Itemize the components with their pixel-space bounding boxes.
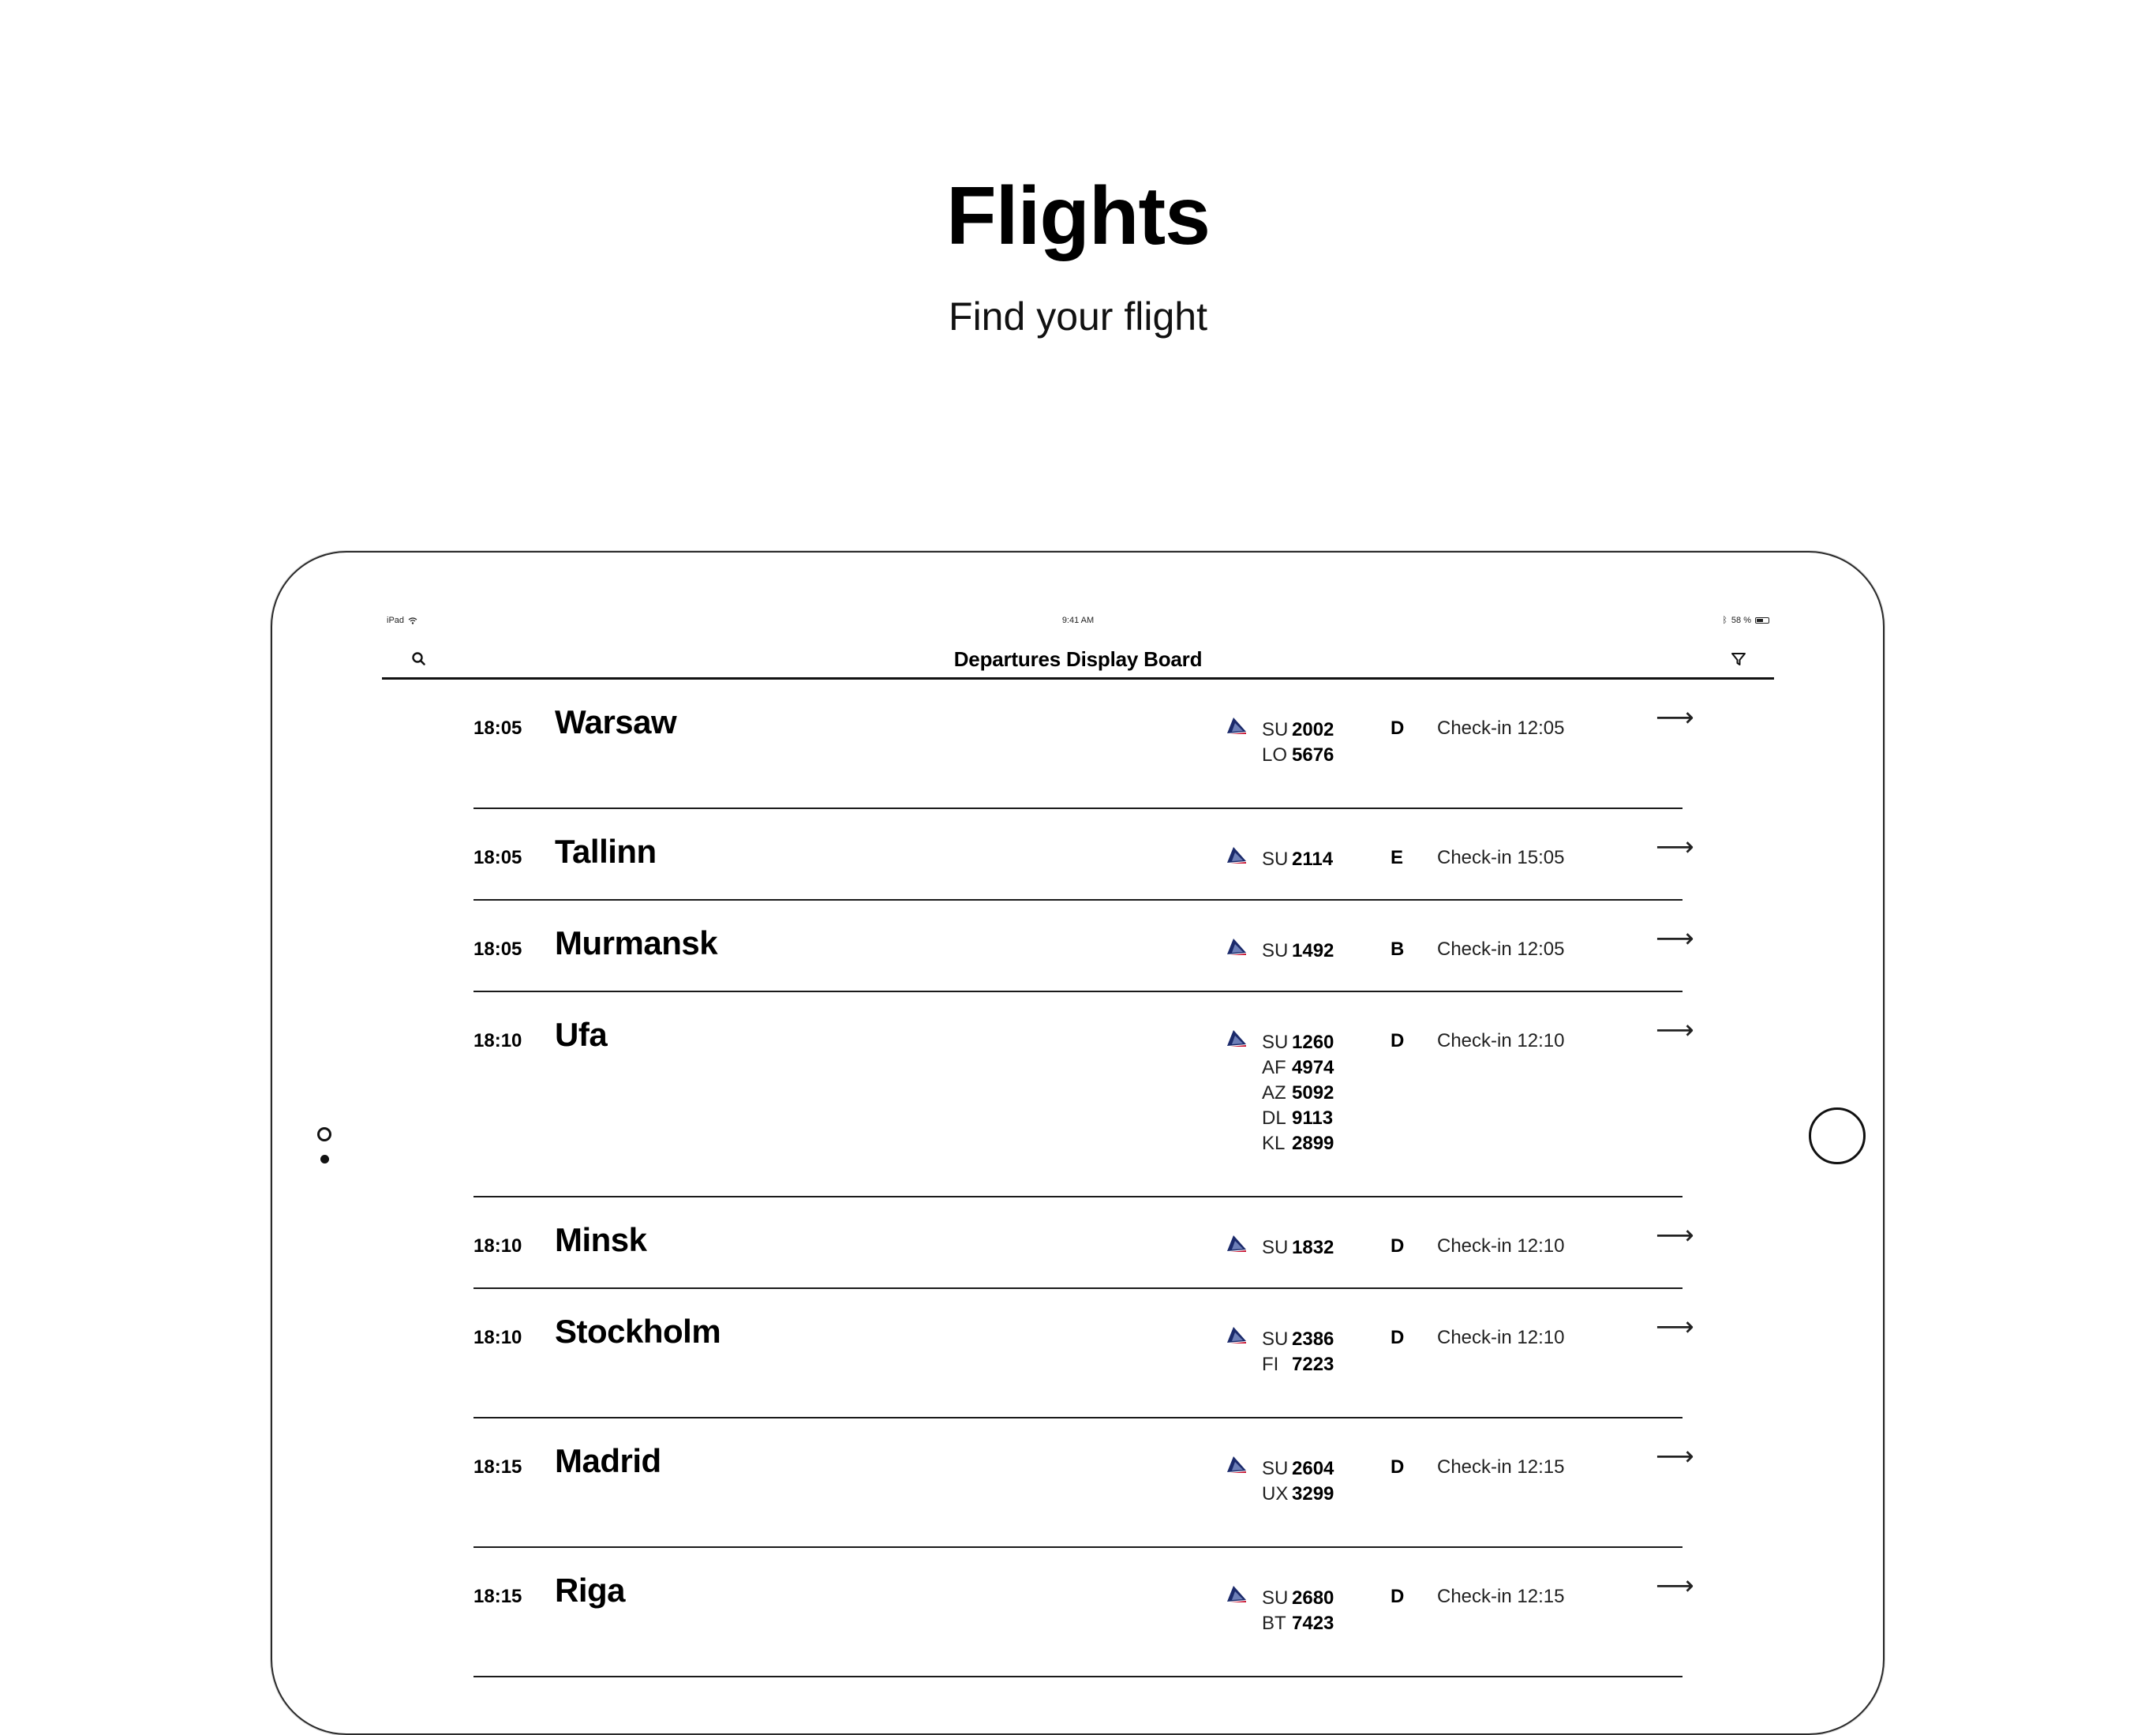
status-time: 9:41 AM <box>1061 616 1095 625</box>
checkin-time: Check-in 12:10 <box>1437 1327 1565 1348</box>
departure-time: 18:05 <box>473 718 522 739</box>
flight-number: 5092 <box>1292 1082 1334 1104</box>
carrier-code: SU <box>1262 940 1289 961</box>
flight-row[interactable] <box>382 1548 1774 1677</box>
flight-code <box>1262 1055 1334 1081</box>
page-title: Departures Display Board <box>953 647 1203 671</box>
flight-number: 2604 <box>1292 1458 1334 1479</box>
arrow-right-icon[interactable]: ⟶ <box>1656 1015 1694 1045</box>
flight-code <box>1262 1131 1334 1156</box>
checkin-time: Check-in 12:05 <box>1437 718 1565 739</box>
departures-list <box>382 680 1774 1677</box>
flight-code <box>1262 743 1334 768</box>
terminal-label: B <box>1391 939 1405 960</box>
airline-logo-icon <box>1226 1455 1248 1474</box>
carrier-code: SU <box>1262 1032 1289 1053</box>
terminal-label: D <box>1391 1456 1405 1478</box>
departure-time: 18:10 <box>473 1030 522 1051</box>
flight-number: 2899 <box>1292 1133 1334 1154</box>
destination-city: Warsaw <box>555 703 677 740</box>
checkin-time: Check-in 12:10 <box>1437 1030 1565 1051</box>
flight-code <box>1262 1106 1334 1131</box>
flight-number: 9113 <box>1292 1107 1334 1129</box>
departure-time: 18:10 <box>473 1327 522 1348</box>
camera-icon <box>317 1127 331 1141</box>
airline-logo-icon <box>1226 716 1248 735</box>
flight-number: 7223 <box>1292 1354 1334 1375</box>
hero-title: Flights <box>946 171 1210 262</box>
terminal-label: D <box>1391 1327 1405 1348</box>
carrier-code: AF <box>1262 1057 1286 1078</box>
arrow-right-icon[interactable]: ⟶ <box>1656 1441 1694 1471</box>
terminal-label: D <box>1391 718 1405 739</box>
flight-number: 1832 <box>1292 1237 1334 1258</box>
flight-code <box>1262 939 1334 964</box>
flight-numbers <box>1262 1030 1334 1156</box>
arrow-right-icon[interactable]: ⟶ <box>1656 924 1694 954</box>
destination-city: Riga <box>555 1572 626 1609</box>
terminal-label: D <box>1391 1030 1405 1051</box>
checkin-time: Check-in 12:15 <box>1437 1456 1565 1478</box>
carrier-code: LO <box>1262 744 1288 766</box>
flight-code <box>1262 1586 1334 1611</box>
flight-row[interactable] <box>382 1197 1774 1289</box>
flight-row[interactable] <box>382 680 1774 809</box>
flight-code <box>1262 1081 1334 1106</box>
flight-code <box>1262 1235 1334 1261</box>
airline-logo-icon <box>1226 1234 1248 1253</box>
terminal-label: E <box>1391 847 1404 868</box>
carrier-code: KL <box>1262 1133 1286 1154</box>
flight-numbers <box>1262 1456 1334 1507</box>
airline-logo-icon <box>1226 937 1248 956</box>
flight-code <box>1262 718 1334 743</box>
flight-row[interactable] <box>382 1289 1774 1418</box>
flight-row[interactable] <box>382 901 1774 992</box>
battery-percent: 58 % <box>1731 616 1751 625</box>
carrier-code: SU <box>1262 1328 1289 1350</box>
destination-city: Ufa <box>555 1016 608 1053</box>
flight-code <box>1262 1327 1334 1352</box>
terminal-label: D <box>1391 1235 1405 1257</box>
carrier-code: SU <box>1262 849 1289 870</box>
destination-city: Minsk <box>555 1221 647 1258</box>
flight-code <box>1262 1352 1334 1377</box>
tablet-screen <box>382 613 1774 1634</box>
flight-number: 2114 <box>1292 849 1334 870</box>
filter-icon[interactable] <box>1730 650 1747 668</box>
arrow-right-icon[interactable]: ⟶ <box>1656 1571 1694 1601</box>
departure-time: 18:15 <box>473 1456 522 1478</box>
flight-number: 5676 <box>1292 744 1334 766</box>
flight-code <box>1262 847 1333 872</box>
flight-number: 1492 <box>1292 940 1334 961</box>
carrier-code: FI <box>1262 1354 1279 1375</box>
checkin-time: Check-in 15:05 <box>1437 847 1565 868</box>
flight-numbers <box>1262 718 1334 768</box>
device-label: iPad <box>387 616 405 625</box>
flight-row[interactable] <box>382 1418 1774 1548</box>
carrier-code: SU <box>1262 1458 1289 1479</box>
carrier-code: SU <box>1262 1237 1289 1258</box>
flight-numbers <box>1262 939 1334 964</box>
flight-code <box>1262 1611 1334 1636</box>
status-bar <box>382 613 1774 631</box>
destination-city: Murmansk <box>555 924 718 961</box>
flight-row[interactable] <box>382 809 1774 901</box>
battery-icon <box>1755 617 1769 624</box>
airline-logo-icon <box>1226 1584 1248 1603</box>
airline-logo-icon <box>1226 845 1248 864</box>
arrow-right-icon[interactable]: ⟶ <box>1656 1220 1694 1250</box>
carrier-code: SU <box>1262 1587 1289 1609</box>
carrier-code: AZ <box>1262 1082 1286 1104</box>
flight-code <box>1262 1030 1334 1055</box>
flight-row[interactable] <box>382 992 1774 1197</box>
flight-numbers <box>1262 1327 1334 1377</box>
flight-number: 4974 <box>1292 1057 1334 1078</box>
hero-subtitle: Find your flight <box>949 294 1207 339</box>
arrow-right-icon[interactable]: ⟶ <box>1656 1312 1694 1342</box>
carrier-code: UX <box>1262 1483 1289 1505</box>
navigation-bar <box>382 636 1774 680</box>
checkin-time: Check-in 12:15 <box>1437 1586 1565 1607</box>
departure-time: 18:05 <box>473 847 522 868</box>
flight-number: 2680 <box>1292 1587 1334 1609</box>
departure-time: 18:05 <box>473 939 522 960</box>
carrier-code: DL <box>1262 1107 1286 1129</box>
flight-numbers <box>1262 847 1333 872</box>
home-button[interactable] <box>1809 1107 1866 1164</box>
airline-logo-icon <box>1226 1029 1248 1047</box>
bluetooth-icon: ᛒ <box>1722 616 1727 625</box>
sensor-dot <box>320 1155 329 1164</box>
arrow-right-icon[interactable]: ⟶ <box>1656 703 1694 733</box>
checkin-time: Check-in 12:10 <box>1437 1235 1565 1257</box>
flight-number: 1260 <box>1292 1032 1334 1053</box>
flight-number: 3299 <box>1292 1483 1334 1505</box>
departure-time: 18:15 <box>473 1586 522 1607</box>
flight-number: 7423 <box>1292 1613 1334 1634</box>
destination-city: Tallinn <box>555 833 657 870</box>
flight-numbers <box>1262 1235 1334 1261</box>
flight-number: 2002 <box>1292 719 1334 740</box>
flight-code <box>1262 1456 1334 1482</box>
destination-city: Stockholm <box>555 1313 721 1350</box>
airline-logo-icon <box>1226 1325 1248 1344</box>
arrow-right-icon[interactable]: ⟶ <box>1656 832 1694 862</box>
checkin-time: Check-in 12:05 <box>1437 939 1565 960</box>
flight-numbers <box>1262 1586 1334 1636</box>
flight-code <box>1262 1482 1334 1507</box>
departure-time: 18:10 <box>473 1235 522 1257</box>
carrier-code: SU <box>1262 719 1289 740</box>
flight-number: 2386 <box>1292 1328 1334 1350</box>
terminal-label: D <box>1391 1586 1405 1607</box>
carrier-code: BT <box>1262 1613 1286 1634</box>
destination-city: Madrid <box>555 1442 661 1479</box>
